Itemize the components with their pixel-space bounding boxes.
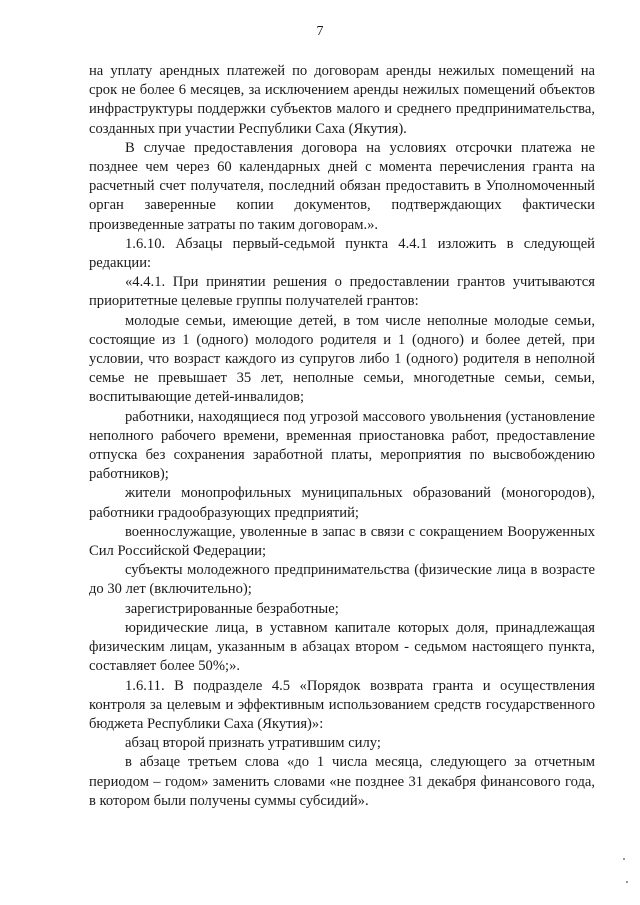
page-number: 7 — [316, 24, 324, 39]
paragraph-second-repealed: абзац второй признать утратившим силу; — [125, 735, 381, 752]
paragraph-1-6-11: 1.6.11. В подразделе 4.5 «Порядок возврата гранта и осуществления контроля за целевым и эффективным использованием средств государственного бюджета Республики Саха (Якутия)»: — [89, 677, 595, 732]
list-item-young-families: молодые семьи, имеющие детей, в том числе неполные молодые семьи, состоящие из 1 (одного) молодого родителя и 1 (одного) и более детей, при условии, что возраст каждого из супругов либо 1 (одного) родителя в неполной семье не превышает 35 лет, неполные семьи, многодетные семьи, семьи, воспитывающие детей-инвалидов; — [89, 312, 595, 406]
paragraph-deferred-payment: В случае предоставления договора на условиях отсрочки платежа не позднее чем через 60 календарных дней с момента перечисления гранта на расчетный счет получателя, последний обязан предоставить в Уполномоченный орган заверенные копии документов, подтверждающих фактически произведенные затраты по таким договорам.». — [89, 139, 595, 233]
document-body — [89, 62, 595, 811]
scan-speck — [626, 881, 628, 883]
paragraph-lease-payments: на уплату арендных платежей по договорам аренды нежилых помещений на срок не более 6 месяцев, за исключением аренды нежилых помещений объектов инфраструктуры поддержки субъектов малого и среднего предпринимательства, созданных при участии Республики Саха (Якутия). — [89, 63, 595, 137]
list-item-monotowns: жители монопрофильных муниципальных образований (моногородов), работники градообразующих предприятий; — [89, 485, 595, 521]
list-item-military: военнослужащие, уволенные в запас в связи с сокращением Вооруженных Сил Российской Федерации; — [89, 523, 595, 560]
list-item-unemployed: зарегистрированные безработные; — [125, 600, 339, 617]
list-item-legal-entities: юридические лица, в уставном капитале которых доля, принадлежащая физическим лицам, указанным в абзацах втором - седьмом настоящего пункта, составляет более 50%;». — [89, 619, 595, 675]
paragraph-third-replace: в абзаце третьем слова «до 1 числа месяца, следующего за отчетным периодом – годом» заменить словами «не позднее 31 декабря финансового года, в котором были получены суммы субсидий». — [89, 754, 595, 809]
scan-speck — [623, 858, 625, 860]
list-item-workers-layoff: работники, находящиеся под угрозой массового увольнения (установление неполного рабочего времени, временная приостановка работ, предоставление отпуска без сохранения заработной платы, мероприятия по высвобождению работников); — [89, 408, 595, 483]
list-item-youth-entrepreneurs: субъекты молодежного предпринимательства (физические лица в возрасте до 30 лет (включительно); — [89, 562, 595, 598]
paragraph-1-6-10: 1.6.10. Абзацы первый-седьмой пункта 4.4.1 изложить в следующей редакции: — [89, 235, 595, 272]
paragraph-4-4-1: «4.4.1. При принятии решения о предоставлении грантов учитываются приоритетные целевые группы получателей грантов: — [89, 274, 595, 310]
